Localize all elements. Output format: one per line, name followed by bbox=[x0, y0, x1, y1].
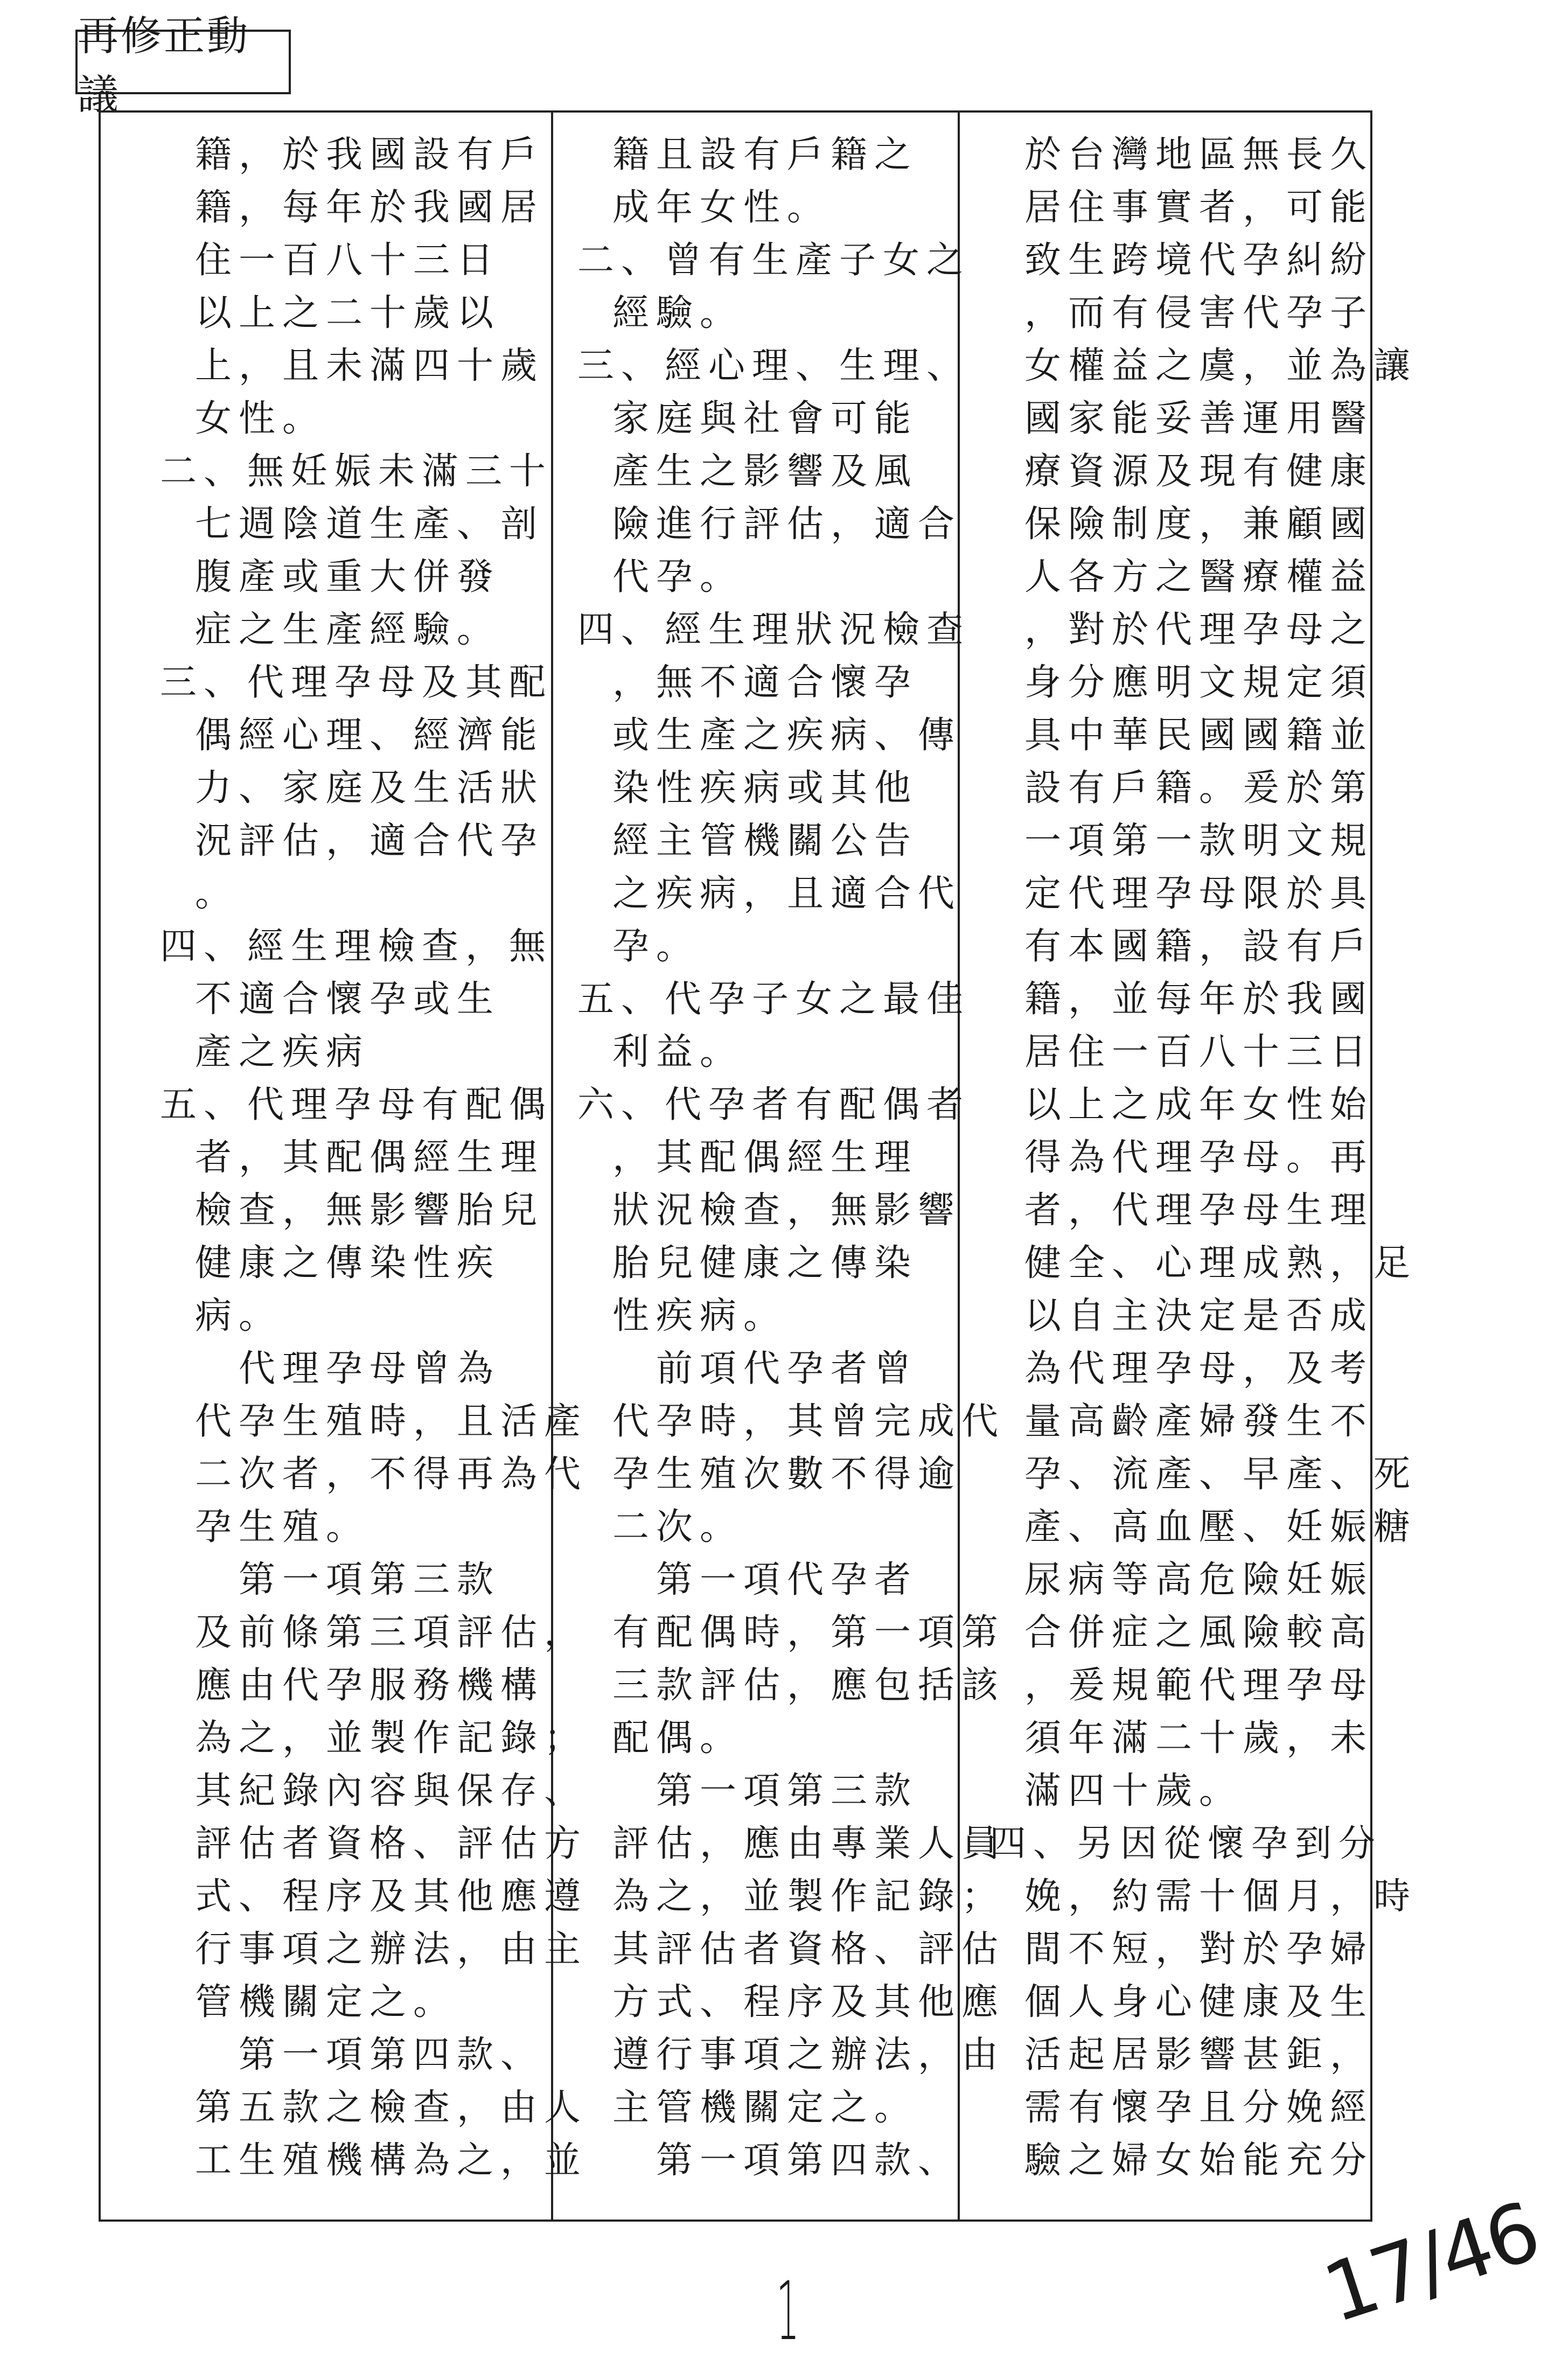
text-line: 身分應明文規定須 bbox=[1024, 661, 1374, 704]
text-line: 主管機關定之。 bbox=[612, 2086, 918, 2129]
text-line: 二、無妊娠未滿三十 bbox=[160, 450, 553, 493]
text-line: 活起居影響甚鉅， bbox=[1024, 2034, 1374, 2076]
text-line: 胎兒健康之傳染 bbox=[612, 1242, 918, 1285]
amendment-table bbox=[99, 110, 1418, 2222]
text-line: 有配偶時，第一項第 bbox=[612, 1611, 1006, 1654]
text-line: 五、代孕子女之最佳 bbox=[577, 978, 971, 1021]
text-line: 孕生殖次數不得逾 bbox=[612, 1453, 962, 1496]
text-line: 四、經生理狀況檢查 bbox=[577, 609, 971, 651]
text-line: 第一項代孕者 bbox=[612, 1559, 918, 1601]
text-line: 籍且設有戶籍之 bbox=[612, 134, 918, 176]
text-line: 健全、心理成熟，足 bbox=[1024, 1242, 1418, 1285]
text-line: 者，代理孕母生理 bbox=[1024, 1189, 1374, 1232]
text-line: 況評估，適合代孕 bbox=[195, 820, 545, 862]
text-line: 或生產之疾病、傳 bbox=[612, 714, 962, 757]
text-line: 利益。 bbox=[612, 1031, 744, 1073]
text-line: 女性。 bbox=[195, 397, 326, 440]
text-line: 三、經心理、生理、 bbox=[577, 345, 971, 387]
text-line: 性疾病。 bbox=[612, 1295, 787, 1337]
text-line: 三、代理孕母及其配 bbox=[160, 661, 553, 704]
page-title: 再修正動議 bbox=[75, 30, 291, 94]
text-line: 四、另因從懷孕到分 bbox=[989, 1823, 1383, 1865]
text-line: ，而有侵害代孕子 bbox=[1024, 292, 1374, 334]
text-line: 國家能妥善運用醫 bbox=[1024, 397, 1374, 440]
text-line: 遵行事項之辦法，由 bbox=[612, 2034, 1006, 2076]
text-line: 滿四十歲。 bbox=[1024, 1770, 1243, 1812]
text-line: 腹產或重大併發 bbox=[195, 556, 501, 598]
text-line: 孕生殖。 bbox=[195, 1506, 370, 1548]
text-line: 四、經生理檢查，無 bbox=[160, 925, 553, 968]
page-number: 1 bbox=[776, 2265, 800, 2358]
text-line: 。 bbox=[195, 873, 239, 915]
text-line: 偶經心理、經濟能 bbox=[195, 714, 545, 757]
text-line: 籍，於我國設有戶 bbox=[195, 134, 545, 176]
text-line: 代孕。 bbox=[612, 556, 744, 598]
text-line: 合併症之風險較高 bbox=[1024, 1611, 1374, 1654]
text-line: 住一百八十三日 bbox=[195, 239, 501, 282]
text-line: 健康之傳染性疾 bbox=[195, 1242, 501, 1285]
text-line: 籍，並每年於我國 bbox=[1024, 978, 1374, 1021]
text-line: 得為代理孕母。再 bbox=[1024, 1136, 1374, 1179]
text-line: 驗之婦女始能充分 bbox=[1024, 2139, 1374, 2182]
text-line: 第五款之檢查，由人 bbox=[195, 2086, 588, 2129]
text-line: 產之疾病 bbox=[195, 1031, 370, 1073]
text-line: 七週陰道生產、剖 bbox=[195, 503, 545, 546]
text-line: 第一項第四款、 bbox=[195, 2034, 545, 2076]
text-line: 個人身心健康及生 bbox=[1024, 1981, 1374, 2023]
text-line: ，對於代理孕母之 bbox=[1024, 609, 1374, 651]
text-line: 第一項第三款 bbox=[195, 1559, 501, 1601]
text-line: 行事項之辦法，由主 bbox=[195, 1928, 588, 1971]
text-line: 人各方之醫療權益 bbox=[1024, 556, 1374, 598]
text-line: 管機關定之。 bbox=[195, 1981, 457, 2023]
text-line: 力、家庭及生活狀 bbox=[195, 767, 545, 809]
column-2 bbox=[553, 113, 1006, 2220]
text-line: 具中華民國國籍並 bbox=[1024, 714, 1374, 757]
text-line: 前項代孕者曾 bbox=[612, 1348, 918, 1390]
text-line: ，其配偶經生理 bbox=[612, 1136, 918, 1179]
text-line: 療資源及現有健康 bbox=[1024, 450, 1374, 493]
text-line: ，無不適合懷孕 bbox=[612, 661, 918, 704]
text-line: 代孕時，其曾完成代 bbox=[612, 1400, 1006, 1443]
text-line: 評估，應由專業人員 bbox=[612, 1823, 1006, 1865]
text-line: 致生跨境代孕糾紛 bbox=[1024, 239, 1374, 282]
text-line: 者，其配偶經生理 bbox=[195, 1136, 545, 1179]
text-line: 居住事實者，可能 bbox=[1024, 186, 1374, 229]
text-line: 孕、流產、早產、死 bbox=[1024, 1453, 1418, 1496]
text-line: 籍，每年於我國居 bbox=[195, 186, 545, 229]
column-3 bbox=[960, 113, 1423, 2220]
text-line: 成年女性。 bbox=[612, 186, 831, 229]
text-line: 有本國籍，設有戶 bbox=[1024, 925, 1374, 968]
handwritten-page-mark: 17/46 bbox=[1313, 2185, 1548, 2341]
text-line: 二次。 bbox=[612, 1506, 744, 1548]
text-line: 三款評估，應包括該 bbox=[612, 1664, 1006, 1707]
text-line: 五、代理孕母有配偶 bbox=[160, 1084, 553, 1126]
text-line: 量高齡產婦發生不 bbox=[1024, 1400, 1374, 1443]
text-line: 孕。 bbox=[612, 925, 700, 968]
text-line: 為之，並製作記錄； bbox=[195, 1717, 588, 1760]
text-line: 一項第一款明文規 bbox=[1024, 820, 1374, 862]
text-line: 六、代孕者有配偶者 bbox=[577, 1084, 971, 1126]
text-line: ，爰規範代理孕母 bbox=[1024, 1664, 1374, 1707]
text-line: 女權益之虞，並為讓 bbox=[1024, 345, 1418, 387]
text-line: 其紀錄內容與保存、 bbox=[195, 1770, 588, 1812]
text-line: 以上之二十歲以 bbox=[195, 292, 501, 334]
text-line: 染性疾病或其他 bbox=[612, 767, 918, 809]
text-line: 第一項第三款 bbox=[612, 1770, 918, 1812]
text-line: 病。 bbox=[195, 1295, 283, 1337]
text-line: 家庭與社會可能 bbox=[612, 397, 918, 440]
text-line: 狀況檢查，無影響 bbox=[612, 1189, 962, 1232]
text-line: 二次者，不得再為代 bbox=[195, 1453, 588, 1496]
text-line: 式、程序及其他應遵 bbox=[195, 1875, 588, 1918]
text-line: 娩，約需十個月，時 bbox=[1024, 1875, 1418, 1918]
text-line: 應由代孕服務機構 bbox=[195, 1664, 545, 1707]
text-line: 產生之影響及風 bbox=[612, 450, 918, 493]
text-line: 間不短，對於孕婦 bbox=[1024, 1928, 1374, 1971]
text-line: 尿病等高危險妊娠 bbox=[1024, 1559, 1374, 1601]
text-line: 症之生產經驗。 bbox=[195, 609, 501, 651]
text-line: 之疾病，且適合代 bbox=[612, 873, 962, 915]
text-line: 為之，並製作記錄； bbox=[612, 1875, 1006, 1918]
text-line: 第一項第四款、 bbox=[612, 2139, 962, 2182]
text-line: 於台灣地區無長久 bbox=[1024, 134, 1374, 176]
text-line: 方式、程序及其他應 bbox=[612, 1981, 1006, 2023]
text-line: 評估者資格、評估方 bbox=[195, 1823, 588, 1865]
column-1 bbox=[101, 113, 588, 2220]
text-line: 險進行評估，適合 bbox=[612, 503, 962, 546]
text-line: 經主管機關公告 bbox=[612, 820, 918, 862]
text-line: 居住一百八十三日 bbox=[1024, 1031, 1374, 1073]
text-line: 以自主決定是否成 bbox=[1024, 1295, 1374, 1337]
text-line: 代孕生殖時，且活產 bbox=[195, 1400, 588, 1443]
text-line: 需有懷孕且分娩經 bbox=[1024, 2086, 1374, 2129]
text-line: 為代理孕母，及考 bbox=[1024, 1348, 1374, 1390]
text-line: 經驗。 bbox=[612, 292, 744, 334]
text-line: 不適合懷孕或生 bbox=[195, 978, 501, 1021]
text-line: 以上之成年女性始 bbox=[1024, 1084, 1374, 1126]
text-line: 其評估者資格、評估 bbox=[612, 1928, 1006, 1971]
text-line: 配偶。 bbox=[612, 1717, 744, 1760]
text-line: 工生殖機構為之，並 bbox=[195, 2139, 588, 2182]
text-line: 及前條第三項評估， bbox=[195, 1611, 588, 1654]
text-line: 檢查，無影響胎兒 bbox=[195, 1189, 545, 1232]
text-line: 須年滿二十歲，未 bbox=[1024, 1717, 1374, 1760]
text-line: 產、高血壓、妊娠糖 bbox=[1024, 1506, 1418, 1548]
text-line: 代理孕母曾為 bbox=[195, 1348, 501, 1390]
text-line: 定代理孕母限於具 bbox=[1024, 873, 1374, 915]
text-line: 設有戶籍。爰於第 bbox=[1024, 767, 1374, 809]
text-line: 二、曾有生產子女之 bbox=[577, 239, 971, 282]
text-line: 保險制度，兼顧國 bbox=[1024, 503, 1374, 546]
text-line: 上，且未滿四十歲 bbox=[195, 345, 545, 387]
